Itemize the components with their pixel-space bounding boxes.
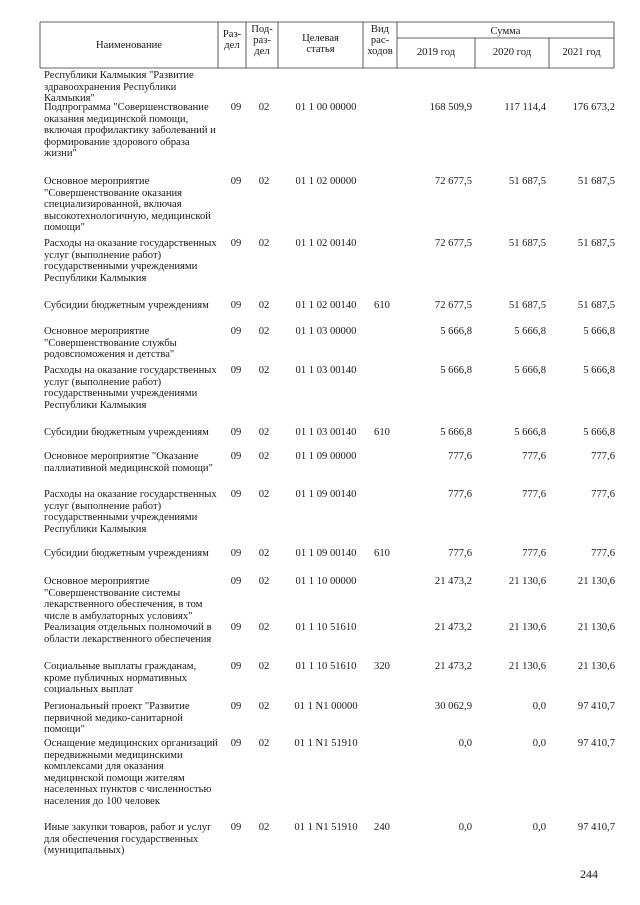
row-sum-2020: 777,6 — [522, 489, 546, 500]
row-razdel: 09 — [230, 427, 242, 438]
header-summa: Сумма — [490, 26, 521, 37]
header-podrazdel — [246, 24, 278, 57]
row-sum-2019: 72 677,5 — [434, 238, 472, 249]
row-podrazdel: 02 — [258, 661, 270, 672]
row-sum-2021: 777,6 — [591, 451, 615, 462]
header-podrazdel-line-2: раз- — [253, 35, 271, 46]
header-year-2019: 2019 год — [416, 47, 456, 58]
row-razdel: 09 — [230, 489, 242, 500]
row-target-article: 01 1 02 00140 — [295, 300, 357, 311]
row-sum-2020: 0,0 — [532, 701, 546, 712]
header-year-2020: 2020 год — [492, 47, 532, 58]
row-target-article: 01 1 09 00000 — [295, 451, 357, 462]
row-target-article: 01 1 03 00140 — [295, 365, 357, 376]
row-sum-2020: 21 130,6 — [508, 661, 546, 672]
row-name: Субсидии бюджетным учреждениям — [44, 300, 209, 311]
row-name: Расходы на оказание государственных услуг (выполнение работ) государственными учреждениями Республики Калмыкия — [44, 365, 217, 411]
row-podrazdel: 02 — [258, 326, 270, 337]
row-podrazdel: 02 — [258, 622, 270, 633]
row-sum-2021: 5 666,8 — [583, 365, 615, 376]
row-podrazdel: 02 — [258, 427, 270, 438]
row-sum-2021: 21 130,6 — [577, 661, 615, 672]
header-vid-line-3: ходов — [367, 46, 393, 57]
row-target-article: 01 1 00 00000 — [295, 102, 357, 113]
row-sum-2021: 176 673,2 — [572, 102, 615, 113]
row-name: Социальные выплаты гражданам, кроме публичных нормативных социальных выплат — [44, 661, 197, 696]
row-sum-2020: 51 687,5 — [508, 238, 546, 249]
row-podrazdel: 02 — [258, 451, 270, 462]
row-expense-type: 240 — [374, 822, 390, 833]
row-sum-2020: 777,6 — [522, 451, 546, 462]
row-sum-2019: 21 473,2 — [434, 576, 472, 587]
row-sum-2020: 21 130,6 — [508, 622, 546, 633]
row-name: Субсидии бюджетным учреждениям — [44, 427, 209, 438]
row-sum-2019: 168 509,9 — [429, 102, 472, 113]
row-podrazdel: 02 — [258, 576, 270, 587]
header-tselevaya-line-2: статья — [306, 44, 335, 55]
row-target-article: 01 1 09 00140 — [295, 548, 357, 559]
row-name: Подпрограмма "Совершенствование оказания медицинской помощи, включая профилактику заболеваний и формирование здорового образа жизни" — [44, 102, 216, 160]
row-sum-2019: 5 666,8 — [440, 326, 472, 337]
row-razdel: 09 — [230, 622, 242, 633]
row-name: Основное мероприятие "Оказание паллиативной медицинской помощи" — [44, 451, 213, 474]
header-podrazdel-line-3: дел — [254, 46, 270, 57]
row-razdel: 09 — [230, 738, 242, 749]
row-sum-2019: 21 473,2 — [434, 661, 472, 672]
row-sum-2019: 72 677,5 — [434, 300, 472, 311]
row-sum-2020: 5 666,8 — [514, 427, 546, 438]
row-sum-2020: 51 687,5 — [508, 300, 546, 311]
row-sum-2021: 97 410,7 — [577, 822, 615, 833]
row-name: Основное мероприятие "Совершенствование системы лекарственного обеспечения, в том числе в амбулаторных условиях" — [44, 576, 203, 622]
row-sum-2020: 777,6 — [522, 548, 546, 559]
row-target-article: 01 1 02 00000 — [295, 176, 357, 187]
row-razdel: 09 — [230, 102, 242, 113]
row-target-article: 01 1 N1 51910 — [294, 822, 358, 833]
row-razdel: 09 — [230, 548, 242, 559]
row-sum-2021: 5 666,8 — [583, 326, 615, 337]
row-sum-2019: 5 666,8 — [440, 365, 472, 376]
row-razdel: 09 — [230, 661, 242, 672]
row-podrazdel: 02 — [258, 238, 270, 249]
row-sum-2020: 117 114,4 — [504, 102, 546, 113]
row-name: Расходы на оказание государственных услуг (выполнение работ) государственными учреждениями Республики Калмыкия — [44, 489, 217, 535]
row-sum-2019: 30 062,9 — [434, 701, 472, 712]
row-expense-type: 610 — [374, 300, 390, 311]
row-sum-2020: 51 687,5 — [508, 176, 546, 187]
row-sum-2021: 97 410,7 — [577, 738, 615, 749]
row-name: Основное мероприятие "Совершенствование службы родовспоможения и детства" — [44, 326, 177, 361]
row-name: Оснащение медицинских организаций передвижными медицинскими комплексами для оказания медицинской помощи жителям населенных пунктов с численностью населения до 100 человек — [44, 738, 218, 807]
row-target-article: 01 1 09 00140 — [295, 489, 357, 500]
row-sum-2021: 21 130,6 — [577, 576, 615, 587]
row-podrazdel: 02 — [258, 365, 270, 376]
row-sum-2019: 777,6 — [448, 451, 472, 462]
row-podrazdel: 02 — [258, 701, 270, 712]
row-razdel: 09 — [230, 451, 242, 462]
page-number: 244 — [580, 867, 598, 881]
row-razdel: 09 — [230, 326, 242, 337]
header-razdel — [218, 29, 246, 51]
row-sum-2021: 777,6 — [591, 548, 615, 559]
row-sum-2019: 0,0 — [458, 738, 472, 749]
header-razdel-line-1: Раз- — [222, 29, 242, 40]
row-sum-2019: 0,0 — [458, 822, 472, 833]
row-target-article: 01 1 03 00000 — [295, 326, 357, 337]
row-sum-2020: 5 666,8 — [514, 326, 546, 337]
row-sum-2019: 72 677,5 — [434, 176, 472, 187]
row-target-article: 01 1 N1 00000 — [294, 701, 358, 712]
row-podrazdel: 02 — [258, 822, 270, 833]
row-podrazdel: 02 — [258, 489, 270, 500]
row-name: Региональный проект "Развитие первичной медико-санитарной помощи" — [44, 701, 190, 736]
row-podrazdel: 02 — [258, 176, 270, 187]
header-vid — [363, 24, 397, 57]
row-target-article: 01 1 10 51610 — [295, 622, 357, 633]
header-year-2021: 2021 год — [562, 47, 601, 58]
row-razdel: 09 — [230, 176, 242, 187]
row-target-article: 01 1 02 00140 — [295, 238, 357, 249]
row-sum-2020: 5 666,8 — [514, 365, 546, 376]
row-sum-2021: 21 130,6 — [577, 622, 615, 633]
row-name: Расходы на оказание государственных услуг (выполнение работ) государственными учреждениями Республики Калмыкия — [44, 238, 217, 284]
row-podrazdel: 02 — [258, 738, 270, 749]
header-razdel-line-2: дел — [224, 40, 240, 51]
row-sum-2020: 21 130,6 — [508, 576, 546, 587]
row-razdel: 09 — [230, 238, 242, 249]
row-name: Реализация отдельных полномочий в области лекарственного обеспечения — [44, 622, 212, 645]
row-razdel: 09 — [230, 576, 242, 587]
row-expense-type: 320 — [374, 661, 390, 672]
header-name: Наименование — [96, 40, 162, 51]
header-vid-line-2: рас- — [370, 35, 390, 46]
row-target-article: 01 1 10 00000 — [295, 576, 357, 587]
row-sum-2019: 777,6 — [448, 489, 472, 500]
row-sum-2020: 0,0 — [532, 822, 546, 833]
row-podrazdel: 02 — [258, 102, 270, 113]
row-target-article: 01 1 10 51610 — [295, 661, 357, 672]
row-podrazdel: 02 — [258, 300, 270, 311]
row-sum-2021: 51 687,5 — [577, 238, 615, 249]
header-podrazdel-line-1: Под- — [251, 24, 273, 35]
row-razdel: 09 — [230, 365, 242, 376]
row-name: Республики Калмыкия "Развитие здравоохранения Республики Калмыкия" — [44, 70, 194, 105]
header-tselevaya-line-1: Целевая — [302, 33, 339, 44]
row-expense-type: 610 — [374, 427, 390, 438]
header-vid-line-1: Вид — [370, 24, 390, 35]
row-expense-type: 610 — [374, 548, 390, 559]
row-target-article: 01 1 03 00140 — [295, 427, 357, 438]
row-sum-2021: 97 410,7 — [577, 701, 615, 712]
row-name: Иные закупки товаров, работ и услуг для обеспечения государственных (муниципальных) — [44, 822, 212, 857]
row-podrazdel: 02 — [258, 548, 270, 559]
row-sum-2021: 5 666,8 — [583, 427, 615, 438]
row-sum-2020: 0,0 — [532, 738, 546, 749]
row-target-article: 01 1 N1 51910 — [294, 738, 358, 749]
row-sum-2019: 21 473,2 — [434, 622, 472, 633]
header-tselevaya — [278, 33, 363, 55]
row-sum-2021: 51 687,5 — [577, 300, 615, 311]
row-razdel: 09 — [230, 300, 242, 311]
row-name: Субсидии бюджетным учреждениям — [44, 548, 209, 559]
row-razdel: 09 — [230, 701, 242, 712]
row-sum-2019: 5 666,8 — [440, 427, 472, 438]
row-sum-2021: 51 687,5 — [577, 176, 615, 187]
row-razdel: 09 — [230, 822, 242, 833]
row-sum-2019: 777,6 — [448, 548, 472, 559]
row-name: Основное мероприятие "Совершенствование оказания специализированной, включая высокотехнологичную, медицинской помощи" — [44, 176, 211, 234]
row-sum-2021: 777,6 — [591, 489, 615, 500]
